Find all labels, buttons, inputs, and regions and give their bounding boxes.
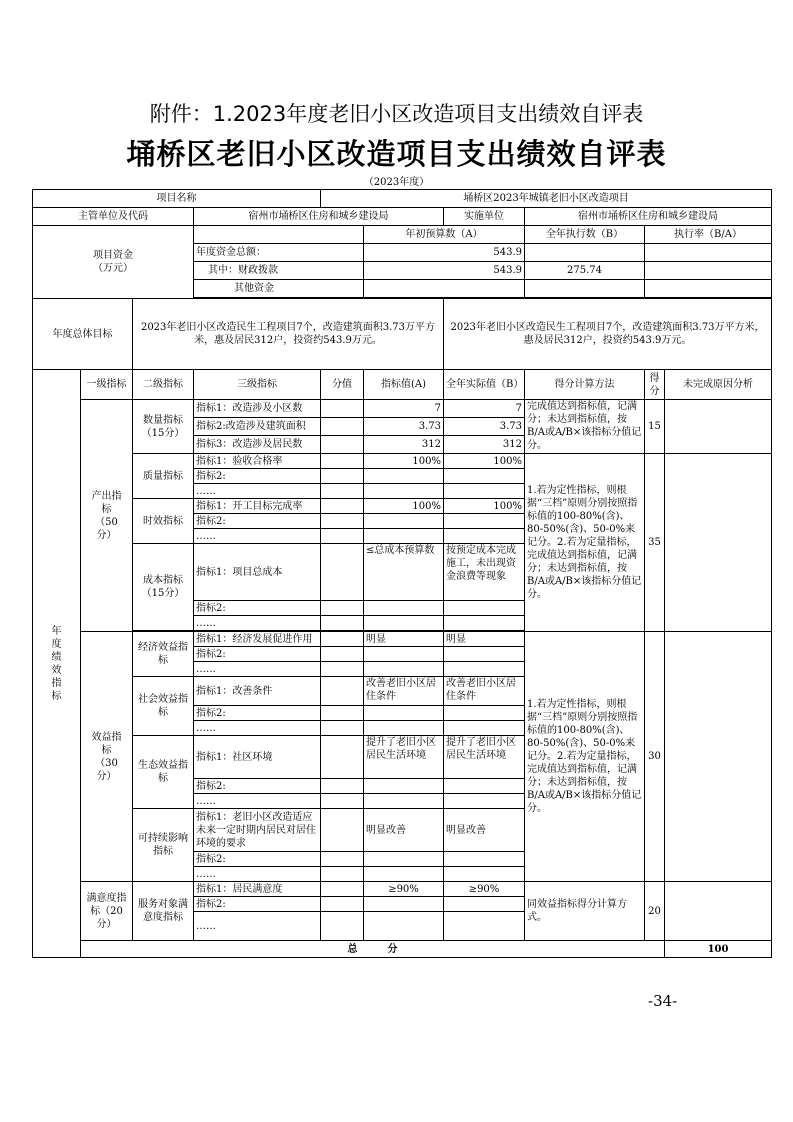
econ-indicator-1: 指标1：经济发展促进作用	[194, 632, 321, 647]
time-indicator-2: 指标2:	[194, 514, 321, 529]
social-dots: ……	[194, 721, 321, 736]
econ-1-target: 明显	[364, 632, 444, 647]
time-1-target: 100%	[364, 499, 444, 514]
time-dots: ……	[194, 529, 321, 544]
satisfaction-1-target: ≥90%	[364, 882, 444, 897]
funds-label: 项目资金 （万元）	[33, 226, 194, 299]
cost-indicator-2: 指标2:	[194, 601, 321, 616]
total-funds-exec	[525, 244, 645, 262]
year-note: （2023年度）	[363, 177, 430, 188]
time-indicator-1: 指标1：开工目标完成率	[194, 499, 321, 514]
benefit-reason	[665, 632, 772, 882]
time-1-actual: 100%	[444, 499, 525, 514]
quantity-1-target: 7	[364, 400, 444, 418]
satisfaction-indicator-1: 指标1：居民满意度	[194, 882, 321, 897]
satisfaction-1-actual: ≥90%	[444, 882, 525, 897]
col-exec: 全年执行数（B）	[525, 226, 645, 244]
quality-indicator-2: 指标2:	[194, 469, 321, 484]
col-budget: 年初预算数（A）	[364, 226, 525, 244]
quality-1-score	[321, 454, 364, 469]
header-level2: 二级指标	[133, 370, 194, 400]
eco-1-actual: 提升了老旧小区居民生活环境	[444, 736, 525, 779]
social-1-target: 改善老旧小区居住条件	[364, 677, 444, 706]
quality-indicator-1: 指标1：验收合格率	[194, 454, 321, 469]
satisfaction-indicator-2: 指标2:	[194, 897, 321, 912]
impl-value: 宿州市埇桥区住房和城乡建设局	[525, 208, 772, 226]
benefit-method: 1.若为定性指标，则根据“三档”原则分别按照指标值的100-80%(含)、80-50%(含)、50-0%来记分。2.若为定量指标，完成值达到指标值，记满分；未达到指标值，按B/A或A/B×该指标分值记分。	[525, 632, 645, 882]
document-title: 埇桥区老旧小区改造项目支出绩效自评表	[126, 137, 667, 171]
quality-1-actual: 100%	[444, 454, 525, 469]
quantity-2-target: 3.73	[364, 418, 444, 436]
fiscal-funds-exec: 275.74	[525, 262, 645, 280]
output-score: 35	[645, 454, 665, 632]
header-actual: 全年实际值（B）	[444, 370, 525, 400]
page-number: -34-	[648, 992, 678, 1010]
quantity-2-score	[321, 418, 364, 436]
satisfaction-reason	[665, 882, 772, 941]
total-label: 总 分	[81, 941, 665, 958]
total-funds-label: 年度资金总额：	[194, 244, 364, 262]
header-level1: 一级指标	[81, 370, 133, 400]
quantity-3-target: 312	[364, 436, 444, 454]
quantity-1-actual: 7	[444, 400, 525, 418]
goals-label: 年度总体目标	[33, 299, 133, 370]
other-funds-rate	[645, 280, 772, 298]
total-score: 100	[665, 941, 772, 958]
satisfaction-indicator-label: 满意度指标（20分）	[81, 882, 133, 941]
output-indicator-label: 产出指标（50分）	[81, 400, 133, 632]
quantity-reason	[665, 400, 772, 454]
satisfaction-dots: ……	[194, 912, 321, 941]
total-funds-rate	[645, 244, 772, 262]
goals-actual: 2023年老旧小区改造民生工程项目7个，改造建筑面积3.73万平方米，惠及居民312户，投资约543.9万元。	[444, 299, 772, 370]
benefit-score: 30	[645, 632, 665, 882]
social-indicator-1: 指标1：改善条件	[194, 677, 321, 706]
fiscal-funds-budget: 543.9	[364, 262, 525, 280]
document-title-prefix: 附件：1.2023年度老旧小区改造项目支出绩效自评表	[149, 102, 644, 126]
econ-indicator-2: 指标2:	[194, 647, 321, 662]
quality-1-target: 100%	[364, 454, 444, 469]
time-indicator-label: 时效指标	[133, 499, 194, 544]
quantity-score: 15	[645, 400, 665, 454]
sustainable-indicator-2: 指标2:	[194, 852, 321, 867]
other-funds-exec	[525, 280, 645, 298]
satisfaction-score: 20	[645, 882, 665, 941]
funds-blank	[194, 226, 364, 244]
quantity-indicator-3: 指标3：改造涉及居民数	[194, 436, 321, 454]
other-funds-label: 其他资金	[194, 280, 364, 298]
total-funds-budget: 543.9	[364, 244, 525, 262]
quantity-3-score	[321, 436, 364, 454]
quantity-indicator-2: 指标2:改造涉及建筑面积	[194, 418, 321, 436]
eco-dots: ……	[194, 794, 321, 809]
other-funds-budget	[364, 280, 525, 298]
header-target: 指标值(A)	[364, 370, 444, 400]
quantity-indicator-1: 指标1：改造涉及小区数	[194, 400, 321, 418]
social-indicator-label: 社会效益指标	[133, 677, 194, 736]
econ-1-actual: 明显	[444, 632, 525, 647]
eco-indicator-label: 生态效益指标	[133, 736, 194, 809]
social-indicator-2: 指标2:	[194, 706, 321, 721]
self-evaluation-table	[32, 189, 772, 958]
sustainable-1-actual: 明显改善	[444, 809, 525, 852]
cost-indicator-label: 成本指标（15分）	[133, 544, 194, 631]
performance-side-label: 年度绩效指标	[33, 370, 81, 958]
cost-indicator-1: 指标1：项目总成本	[194, 544, 321, 601]
header-method: 得分计算方法	[525, 370, 645, 400]
cost-1-target: ≤总成本预算数	[364, 544, 444, 601]
benefit-indicator-label: 效益指标（30分）	[81, 632, 133, 882]
econ-indicator-label: 经济效益指标	[133, 632, 194, 677]
goals-planned: 2023年老旧小区改造民生工程项目7个，改造建筑面积3.73万平方米，惠及居民312户，投资约543.9万元。	[133, 299, 444, 370]
header-level3: 三级指标	[194, 370, 321, 400]
header-score-value: 分值	[321, 370, 364, 400]
sustainable-indicator-label: 可持续影响指标	[133, 809, 194, 882]
quantity-3-actual: 312	[444, 436, 525, 454]
fiscal-funds-label: 其中：财政拨款	[194, 262, 364, 280]
output-method: 1.若为定性指标，则根据“三档”原则分别按照指标值的100-80%(含)、80-50%(含)、50-0%来记分。2.若为定量指标，完成值达到指标值，记满分；未达到指标值，按B/A或A/B×该指标分值记分。	[525, 454, 645, 632]
sustainable-dots: ……	[194, 867, 321, 882]
cost-1-actual: 按预定成本完成施工，未出现资金浪费等现象	[444, 544, 525, 601]
service-satisfaction-label: 服务对象满意度指标	[133, 882, 194, 941]
output-reason	[665, 454, 772, 632]
dept-value: 宿州市埇桥区住房和城乡建设局	[194, 208, 444, 226]
social-1-actual: 改善老旧小区居住条件	[444, 677, 525, 706]
sustainable-indicator-1: 指标1：老旧小区改造适应未来一定时期内居民对居住环境的要求	[194, 809, 321, 852]
fiscal-funds-rate	[645, 262, 772, 280]
project-name-label: 项目名称	[33, 190, 321, 208]
quantity-indicator-label: 数量指标（15分）	[133, 400, 194, 454]
quantity-1-score	[321, 400, 364, 418]
quality-indicator-label: 质量指标	[133, 454, 194, 499]
impl-label: 实施单位	[444, 208, 525, 226]
quality-dots: ……	[194, 484, 321, 499]
satisfaction-method: 同效益指标得分计算方式。	[525, 882, 645, 941]
eco-indicator-1: 指标1：社区环境	[194, 736, 321, 779]
header-score: 得分	[645, 370, 665, 400]
eco-indicator-2: 指标2:	[194, 779, 321, 794]
eco-1-target: 提升了老旧小区居民生活环境	[364, 736, 444, 779]
sustainable-1-target: 明显改善	[364, 809, 444, 852]
project-name-value: 埇桥区2023年城镇老旧小区改造项目	[321, 190, 772, 208]
col-rate: 执行率（B/A）	[645, 226, 772, 244]
econ-dots: ……	[194, 662, 321, 677]
header-reason: 未完成原因分析	[665, 370, 772, 400]
quantity-method: 完成值达到指标值，记满分；未达到指标值，按B/A或A/B×该指标分值记分。	[525, 400, 645, 454]
cost-dots: ……	[194, 616, 321, 631]
quantity-2-actual: 3.73	[444, 418, 525, 436]
dept-label: 主管单位及代码	[33, 208, 194, 226]
